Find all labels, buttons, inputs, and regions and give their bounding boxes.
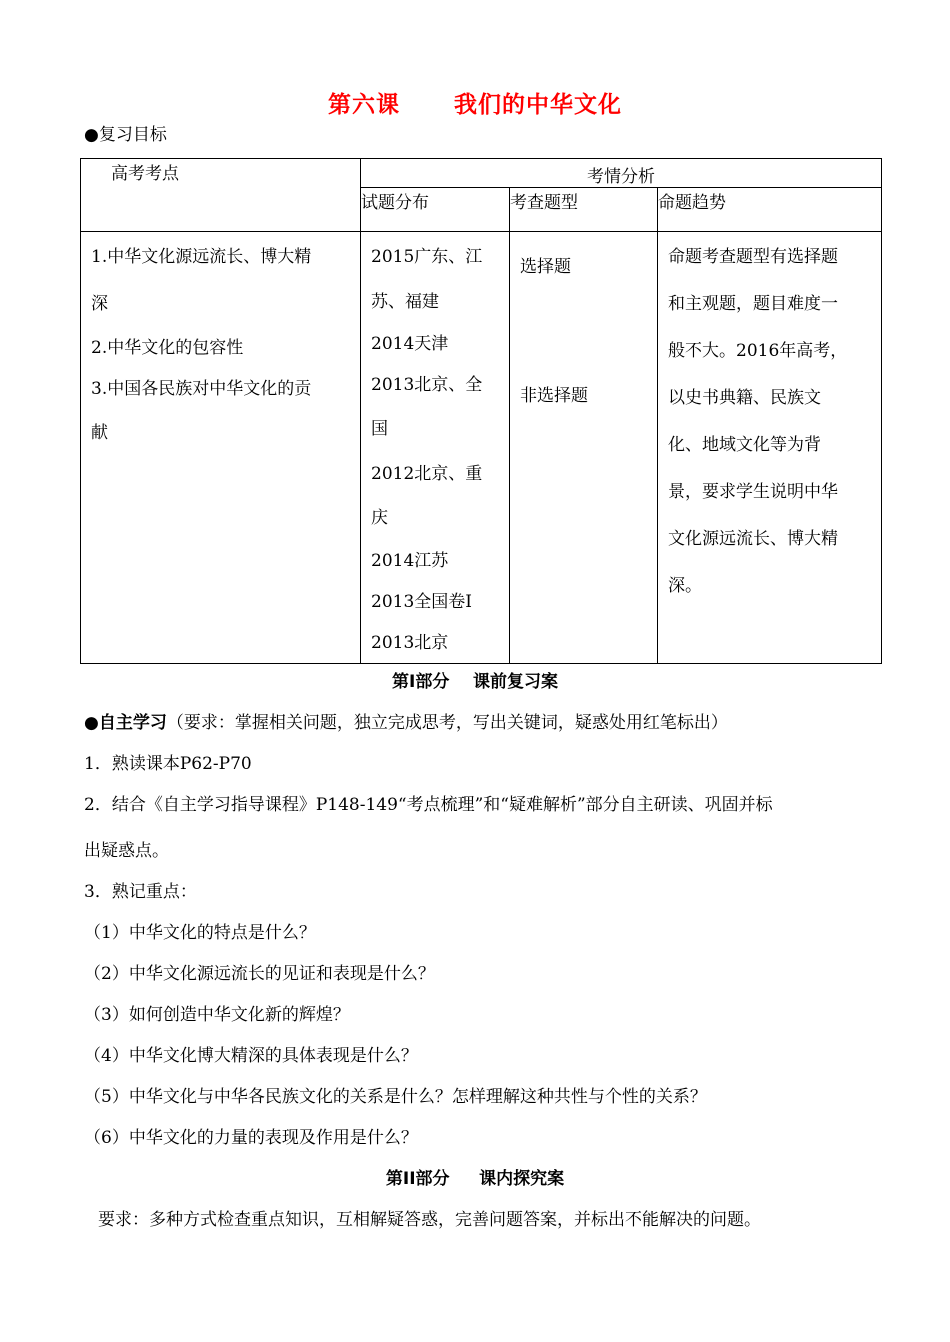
question-type-cell (510, 232, 658, 664)
header-question-type: 考查题型 (510, 188, 658, 232)
exam-point-line: 3.中国各民族对中华文化的贡 (91, 379, 312, 399)
distribution-line: 庆 (371, 508, 388, 528)
trend-line: 景，要求学生说明中华 (668, 482, 838, 502)
header-exam-points: 高考考点 (81, 159, 361, 232)
distribution-line: 2013全国卷Ⅰ (371, 592, 472, 612)
trend-line: 和主观题，题目难度一 (668, 294, 838, 314)
trend-cell (658, 232, 882, 664)
trend-line: 文化源远流长、博大精 (668, 529, 838, 549)
distribution-line: 2014天津 (371, 334, 449, 354)
exam-point-line: 1.中华文化源远流长、博大精 (91, 247, 312, 267)
review-objective-heading: ●复习目标 (84, 125, 167, 145)
distribution-line: 苏、福建 (371, 292, 439, 312)
header-distribution: 试题分布 (361, 188, 510, 232)
self-study-label: ●自主学习 (84, 713, 167, 733)
exam-point-line: 献 (91, 423, 108, 443)
distribution-line: 国 (371, 419, 388, 439)
trend-line: 化、地域文化等为背 (668, 435, 821, 455)
distribution-line: 2014江苏 (371, 551, 449, 571)
question-type-nonchoice: 非选择题 (520, 386, 588, 406)
header-trend: 命题趋势 (658, 188, 882, 232)
distribution-line: 2012北京、重 (371, 464, 483, 484)
exam-point-line: 深 (91, 294, 108, 314)
question-type-choice: 选择题 (520, 257, 571, 277)
self-study-line (84, 708, 728, 733)
self-study-requirement: （要求：掌握相关问题，独立完成思考，写出关键词，疑惑处用红笔标出） (166, 713, 728, 733)
trend-line: 深。 (668, 576, 702, 596)
part1-heading: 第Ⅰ部分 课前复习案 (392, 672, 558, 692)
key-question: （2）中华文化源远流长的见证和表现是什么？ (84, 964, 435, 984)
trend-line: 般不大。2016年高考， (668, 341, 848, 361)
key-question: （3）如何创造中华文化新的辉煌？ (84, 1005, 350, 1025)
key-question: （4）中华文化博大精深的具体表现是什么？ (84, 1046, 418, 1066)
key-question: （5）中华文化与中华各民族文化的关系是什么？怎样理解这种共性与个性的关系？ (84, 1087, 707, 1107)
study-item-3: 3．熟记重点： (84, 882, 197, 902)
study-item-2-line1: 2．结合《自主学习指导课程》P148-149“考点梳理”和“疑难解析”部分自主研读、巩固并标 (84, 795, 773, 815)
header-analysis: 考情分析 (361, 159, 882, 188)
page-title: 第六课 我们的中华文化 (327, 92, 623, 118)
distribution-cell (361, 232, 510, 664)
study-item-2-line2: 出疑惑点。 (84, 841, 169, 861)
distribution-line: 2013北京 (371, 633, 449, 653)
review-table (80, 158, 882, 664)
trend-line: 以史书典籍、民族文 (668, 388, 821, 408)
part2-requirement: 要求：多种方式检查重点知识，互相解疑答惑，完善问题答案，并标出不能解决的问题。 (98, 1210, 761, 1230)
part2-heading: 第II部分 课内探究案 (385, 1169, 565, 1189)
exam-points-cell (81, 232, 361, 664)
study-item-1: 1．熟读课本P62-P70 (84, 754, 252, 774)
key-question: （1）中华文化的特点是什么？ (84, 923, 316, 943)
key-question: （6）中华文化的力量的表现及作用是什么？ (84, 1128, 418, 1148)
trend-line: 命题考查题型有选择题 (668, 247, 838, 267)
exam-point-line: 2.中华文化的包容性 (91, 338, 244, 358)
distribution-line: 2013北京、全 (371, 375, 483, 395)
distribution-line: 2015广东、江 (371, 247, 483, 267)
